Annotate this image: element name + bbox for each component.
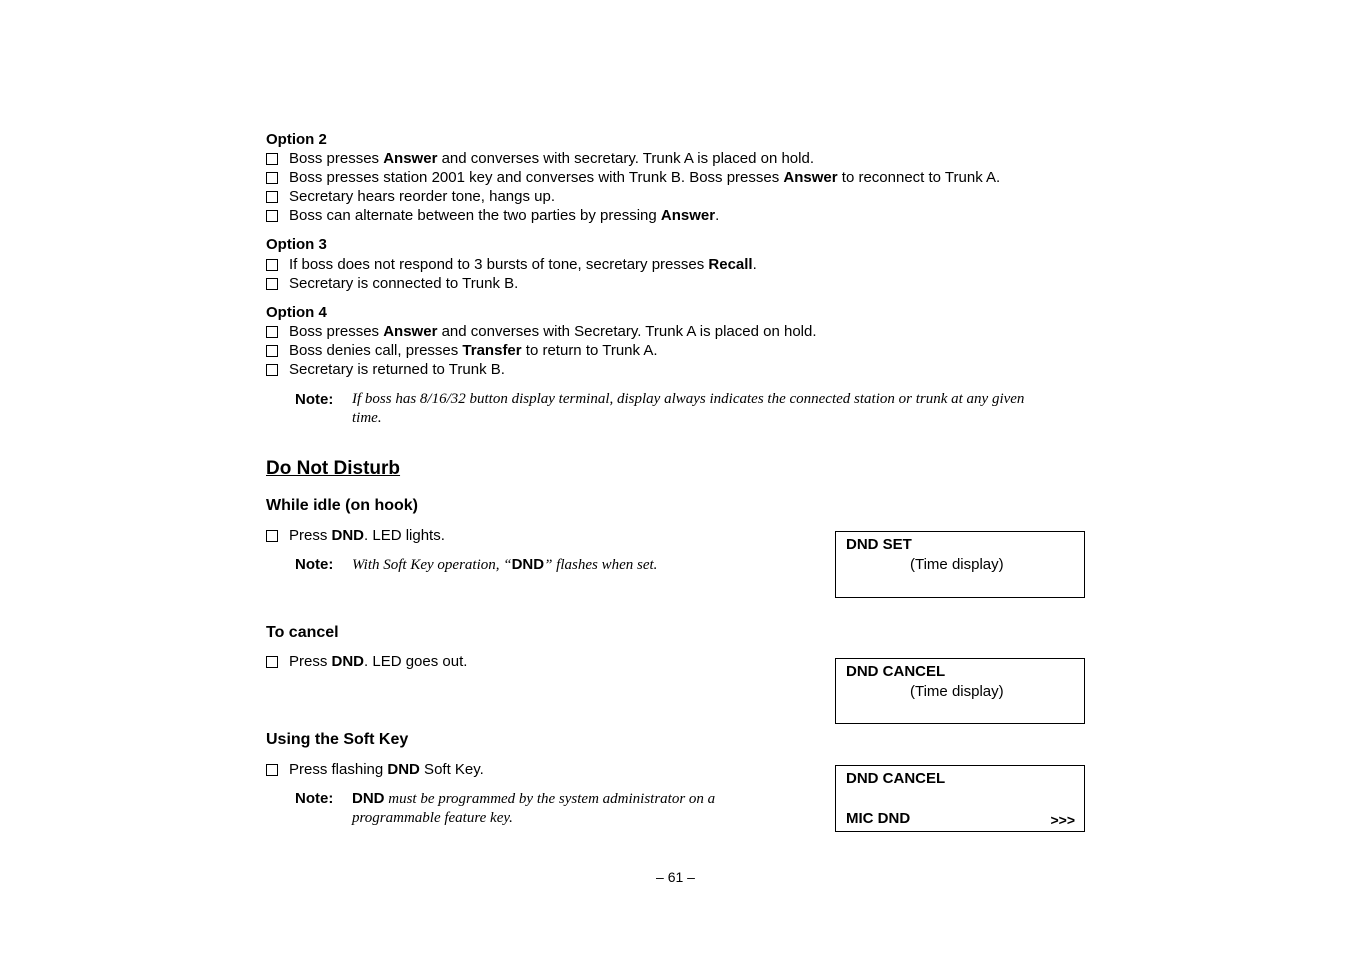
list-item bbox=[266, 256, 757, 274]
option4-heading: Option 4 bbox=[266, 304, 327, 321]
item-text: to return to Trunk A. bbox=[521, 342, 658, 359]
item-bold: Transfer bbox=[462, 342, 522, 359]
item-text: Secretary is returned to Trunk B. bbox=[289, 361, 505, 378]
list-item bbox=[266, 275, 518, 293]
note-text-part: ” flashes when set. bbox=[544, 557, 658, 573]
item-bold: DND bbox=[387, 761, 420, 778]
item-text: Soft Key. bbox=[419, 761, 484, 778]
item-text: Press flashing bbox=[289, 761, 388, 778]
item-bold: Answer bbox=[660, 207, 716, 224]
checkbox-icon bbox=[266, 191, 278, 203]
item-text: and converses with secretary. Trunk A is placed on hold. bbox=[437, 150, 814, 167]
item-text: Press bbox=[289, 653, 332, 670]
item-bold: DND bbox=[331, 527, 365, 544]
display-line: (Time display) bbox=[910, 556, 1004, 573]
lcd-display bbox=[835, 531, 1085, 598]
item-text: Boss denies call, presses bbox=[289, 342, 463, 359]
option3-heading: Option 3 bbox=[266, 236, 327, 253]
note-text-part: must be programmed by the system administrator on a bbox=[384, 791, 716, 807]
list-item bbox=[266, 653, 467, 671]
lcd-display bbox=[835, 658, 1085, 724]
page-number: – 61 – bbox=[656, 869, 695, 885]
checkbox-icon bbox=[266, 764, 278, 776]
softkey-heading: Using the Soft Key bbox=[266, 731, 409, 748]
list-item bbox=[266, 323, 817, 341]
checkbox-icon bbox=[266, 210, 278, 222]
item-text: . bbox=[715, 207, 720, 224]
note-text: If boss has 8/16/32 button display terminal, display always indicates the connected station or trunk at any given bbox=[352, 391, 1025, 407]
checkbox-icon bbox=[266, 153, 278, 165]
display-line: MIC DND bbox=[846, 810, 911, 827]
item-text: . LED goes out. bbox=[364, 653, 468, 670]
display-line: >>> bbox=[1050, 812, 1075, 828]
checkbox-icon bbox=[266, 326, 278, 338]
list-item bbox=[266, 342, 658, 360]
item-text: and converses with Secretary. Trunk A is placed on hold. bbox=[437, 323, 817, 340]
note-bold: DND bbox=[352, 790, 385, 807]
item-text: Boss presses station 2001 key and converses with Trunk B. Boss presses bbox=[289, 169, 784, 186]
item-text: Secretary is connected to Trunk B. bbox=[289, 275, 519, 292]
item-text: . bbox=[752, 256, 757, 273]
list-item bbox=[266, 169, 1000, 187]
checkbox-icon bbox=[266, 530, 278, 542]
note-label: Note: bbox=[295, 391, 334, 408]
checkbox-icon bbox=[266, 656, 278, 668]
note-text: time. bbox=[352, 410, 382, 426]
item-bold: Answer bbox=[383, 150, 438, 167]
item-text: Boss can alternate between the two parties by pressing bbox=[289, 207, 661, 224]
item-bold: Answer bbox=[383, 323, 438, 340]
item-text: to reconnect to Trunk A. bbox=[837, 169, 1001, 186]
item-text: . LED lights. bbox=[364, 527, 445, 544]
checkbox-icon bbox=[266, 278, 278, 290]
list-item bbox=[266, 761, 484, 779]
item-bold: DND bbox=[331, 653, 365, 670]
list-item bbox=[266, 207, 719, 225]
cancel-heading: To cancel bbox=[266, 624, 339, 641]
note-text: programmable feature key. bbox=[352, 810, 513, 826]
note-label: Note: bbox=[295, 556, 334, 573]
item-text: Press bbox=[289, 527, 332, 544]
note-label: Note: bbox=[295, 790, 334, 807]
checkbox-icon bbox=[266, 364, 278, 376]
item-text: If boss does not respond to 3 bursts of tone, secretary presses bbox=[289, 256, 709, 273]
note-text bbox=[352, 789, 715, 809]
checkbox-icon bbox=[266, 345, 278, 357]
list-item bbox=[266, 527, 445, 545]
idle-heading: While idle (on hook) bbox=[266, 497, 418, 514]
section-title: Do Not Disturb bbox=[266, 458, 401, 479]
checkbox-icon bbox=[266, 259, 278, 271]
display-line: DND CANCEL bbox=[846, 663, 946, 680]
item-bold: Answer bbox=[783, 169, 838, 186]
display-line: DND CANCEL bbox=[846, 770, 946, 787]
note-bold: DND bbox=[511, 556, 545, 573]
list-item bbox=[266, 361, 505, 379]
list-item bbox=[266, 188, 555, 206]
list-item bbox=[266, 150, 814, 168]
note-text bbox=[352, 555, 657, 575]
display-line: (Time display) bbox=[910, 683, 1004, 700]
display-line: DND SET bbox=[846, 536, 912, 553]
item-text: Boss presses bbox=[289, 150, 384, 167]
note-text-part: With Soft Key operation, “ bbox=[352, 557, 512, 573]
item-bold: Recall bbox=[708, 256, 753, 273]
option2-heading: Option 2 bbox=[266, 131, 327, 148]
item-text: Secretary hears reorder tone, hangs up. bbox=[289, 188, 555, 205]
item-text: Boss presses bbox=[289, 323, 384, 340]
checkbox-icon bbox=[266, 172, 278, 184]
lcd-display bbox=[835, 765, 1085, 832]
